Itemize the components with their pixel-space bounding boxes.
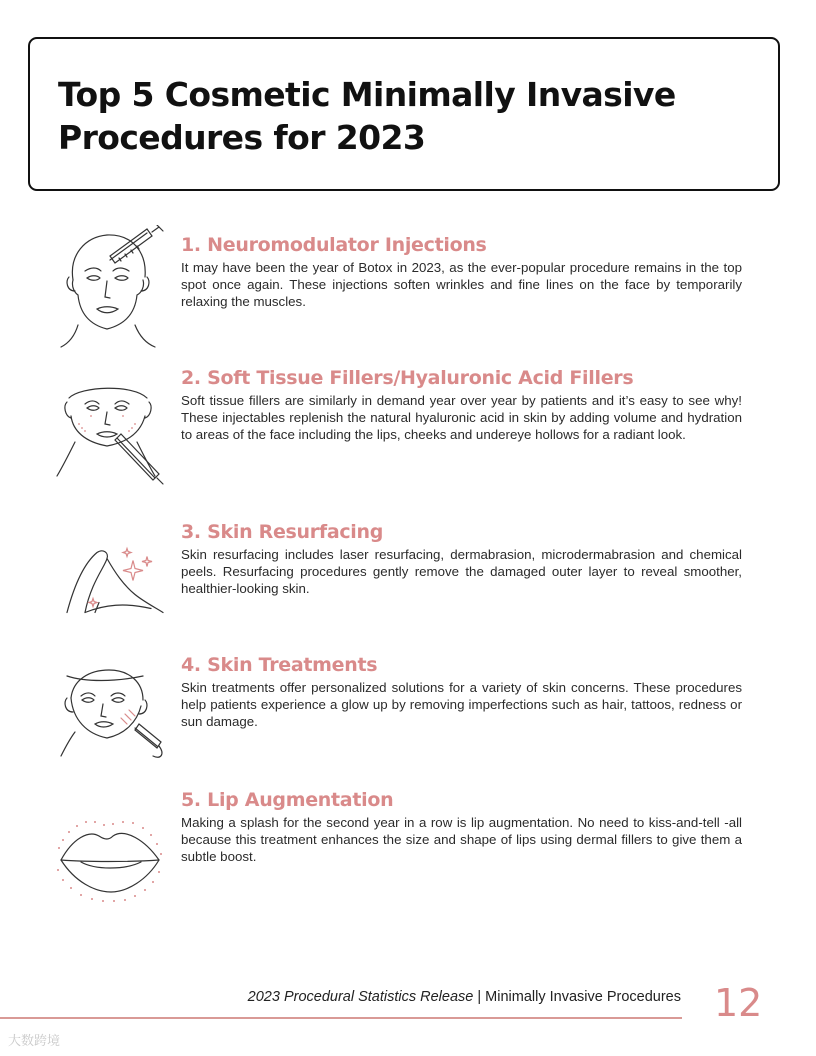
face-injection-icon	[55, 225, 165, 350]
footer-section: Minimally Invasive Procedures	[485, 989, 681, 1005]
face-filler-icon	[55, 376, 165, 501]
procedure-title-3: 3. Skin Resurfacing	[181, 521, 384, 543]
face-laser-icon	[55, 653, 165, 778]
footer-release	[248, 989, 681, 1005]
footer-release-title: 2023 Procedural Statistics Release	[247, 989, 474, 1005]
procedure-text-3: Skin resurfacing includes laser resurfacing, dermabrasion, microdermabrasion and chemical peels. Resurfacing procedures gently remove the damaged outer layer to reveal smoother, healthier-looking skin.	[181, 547, 742, 596]
page-title-line2: Procedures for 2023	[58, 118, 426, 157]
procedure-text-4: Skin treatments offer personalized solutions for a variety of skin concerns. These procedures help patients experience a glow up by removing imperfections such as hair, tattoos, redness or sun damage.	[181, 680, 742, 729]
procedure-text-5: Making a splash for the second year in a row is lip augmentation. No need to kiss-and-tell -all because this treatment enhances the size and shape of lips using dermal fillers to give them a subtle boost.	[181, 815, 742, 864]
procedure-title-5: 5. Lip Augmentation	[181, 789, 394, 811]
title-box	[28, 37, 780, 191]
page-title	[58, 73, 676, 159]
lips-icon	[55, 798, 165, 923]
page-number: 12	[714, 981, 763, 1025]
procedure-title-2: 2. Soft Tissue Fillers/Hyaluronic Acid Fillers	[181, 367, 634, 389]
watermark: 大数跨境	[8, 1033, 61, 1048]
procedure-text-1: It may have been the year of Botox in 2023, as the ever-popular procedure remains in the top spot once again. These injections soften wrinkles and fine lines on the face by temporarily relaxing the muscles.	[181, 260, 742, 309]
footer-divider	[0, 1017, 682, 1019]
procedure-title-1: 1. Neuromodulator Injections	[181, 234, 487, 256]
procedure-title-4: 4. Skin Treatments	[181, 654, 378, 676]
procedure-text-2: Soft tissue fillers are similarly in demand year over year by patients and it’s easy to see why! These injectables replenish the natural hyaluronic acid in skin by adding volume and hydration to areas of the face including the lips, cheeks and undereye hollows for a radiant look.	[181, 393, 742, 442]
footer	[0, 981, 816, 1025]
page-title-line1: Top 5 Cosmetic Minimally Invasive	[58, 75, 676, 114]
footer-separator: |	[473, 989, 486, 1005]
smooth-leg-sparkle-icon	[55, 520, 165, 645]
